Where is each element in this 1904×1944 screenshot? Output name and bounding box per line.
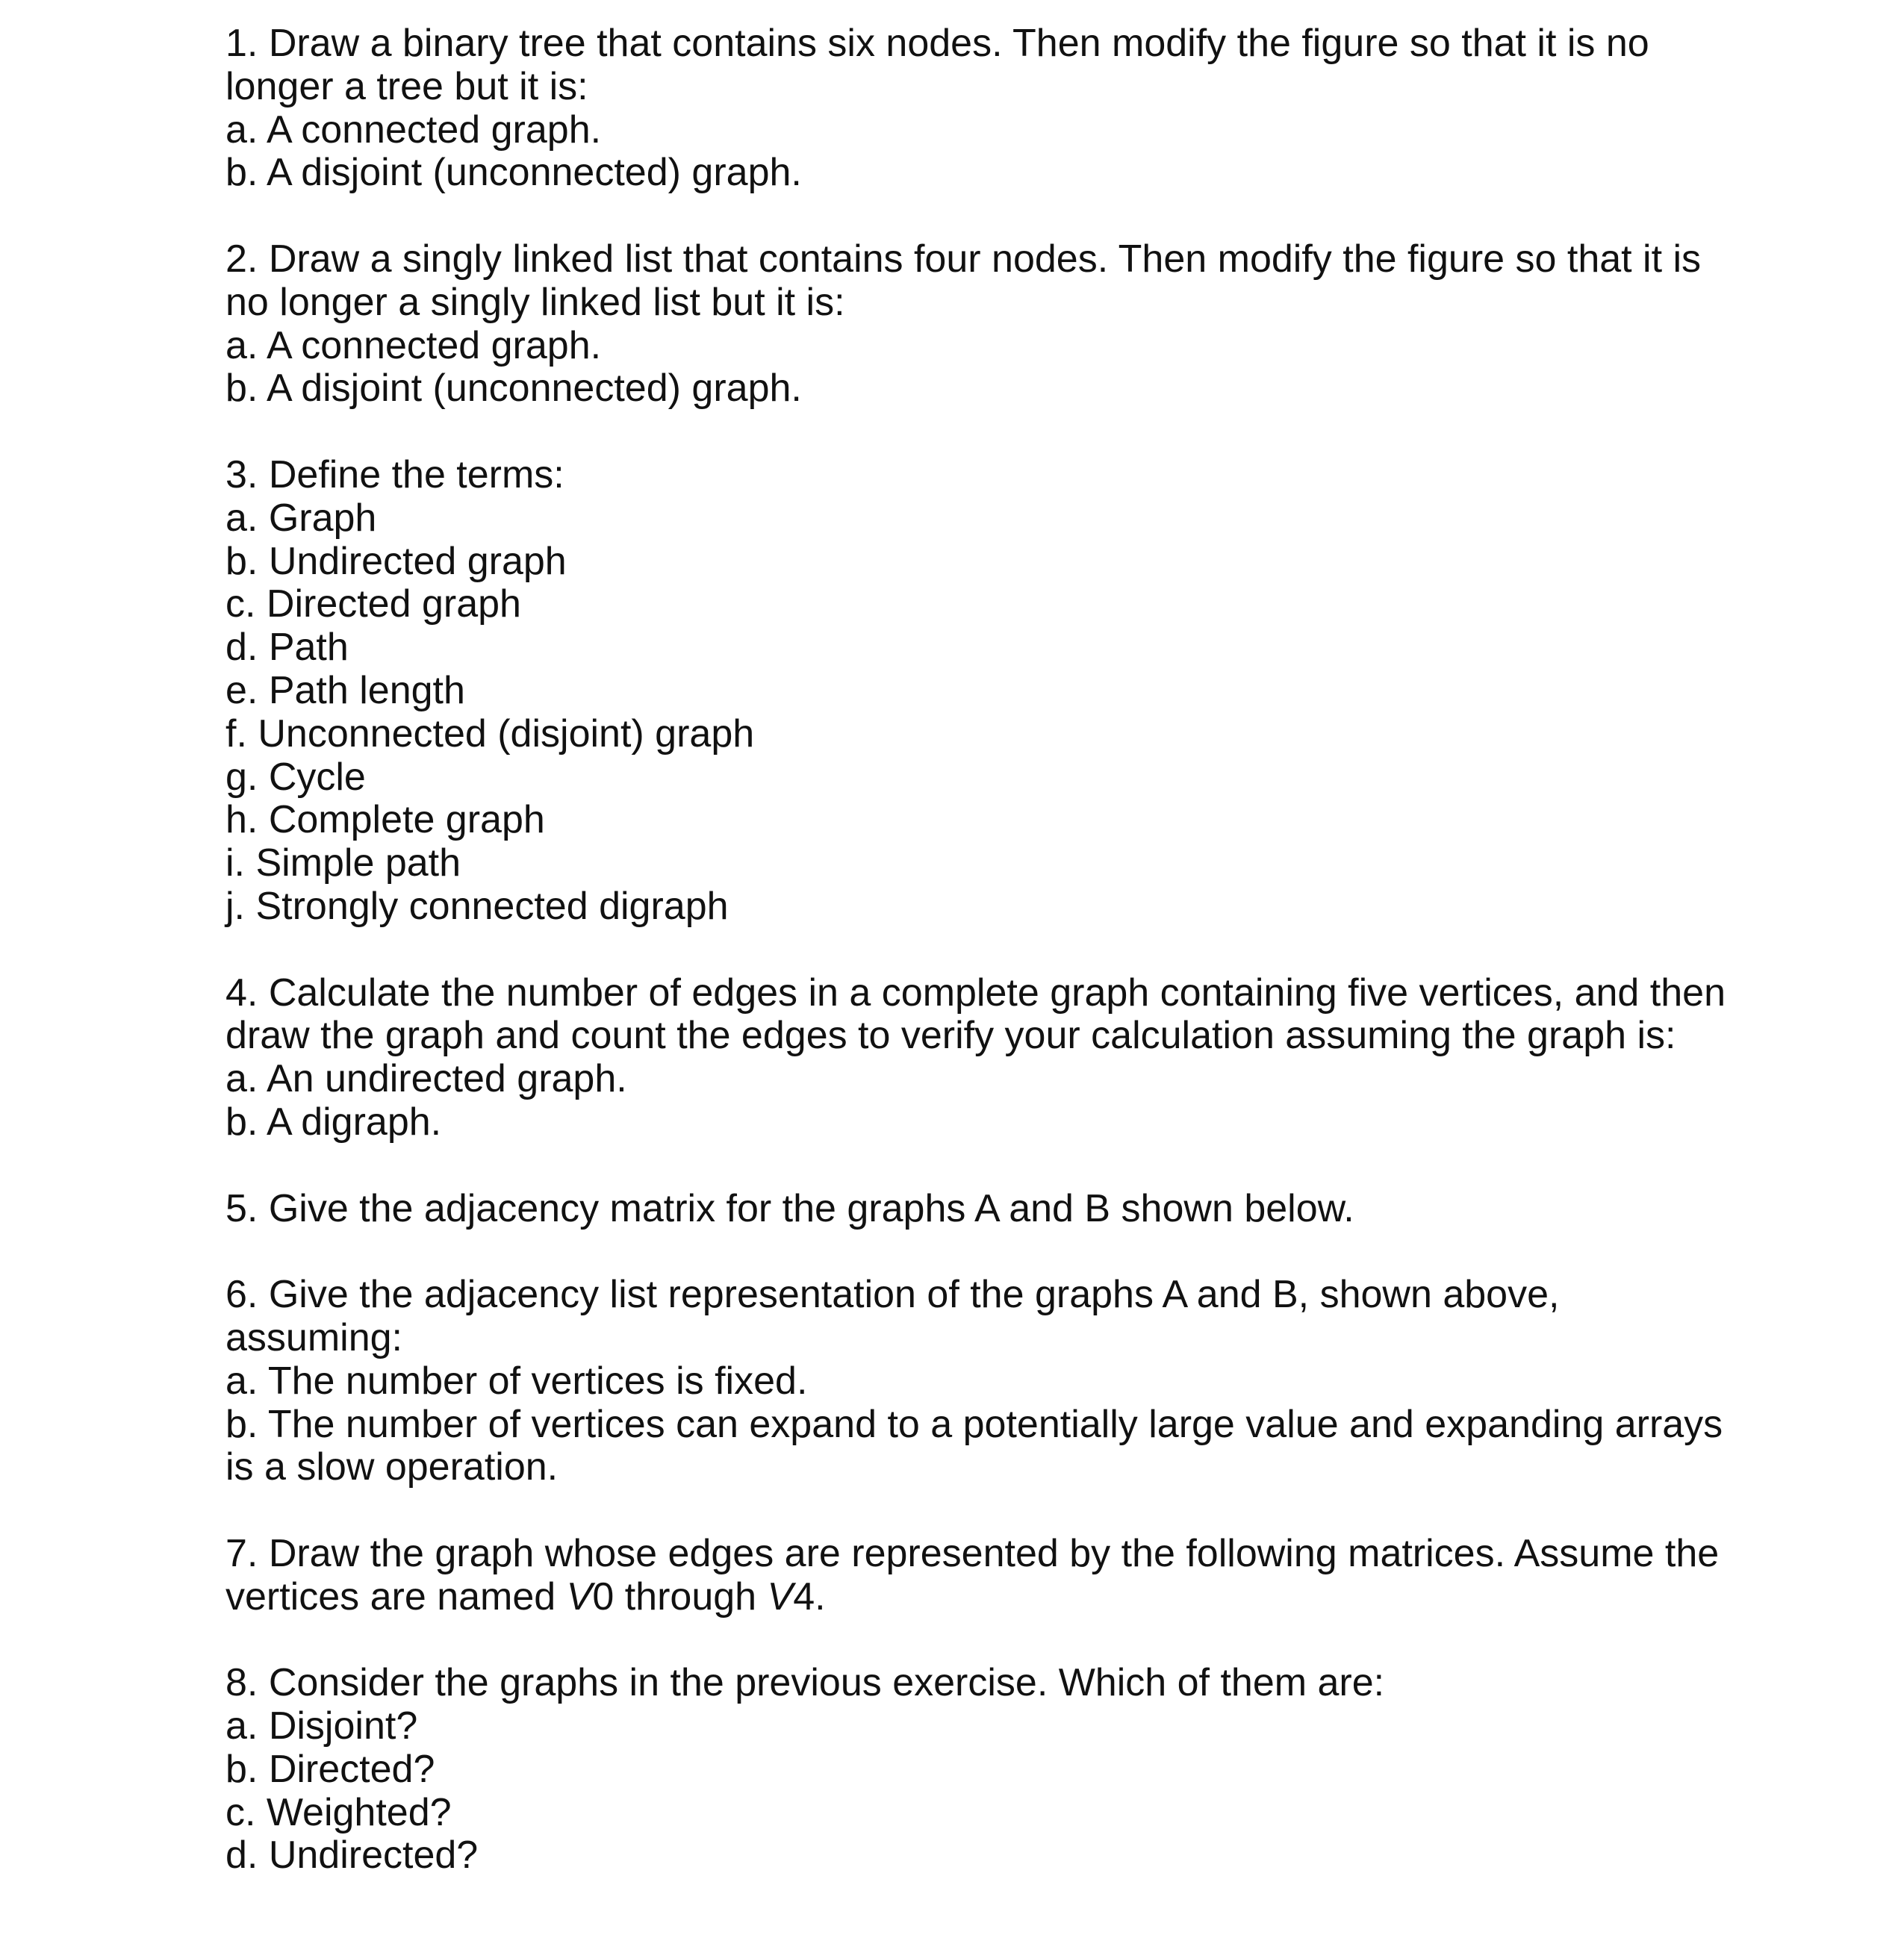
question-8-part-a: a. Disjoint?: [225, 1704, 418, 1748]
question-5-line-1: 5. Give the adjacency matrix for the graphs A and B shown below.: [225, 1186, 1354, 1230]
question-6-part-a: a. The number of vertices is fixed.: [225, 1359, 808, 1403]
question-3-term-d: d. Path: [225, 626, 349, 670]
question-7-line-1: 7. Draw the graph whose edges are represented by the following matrices. Assume the: [225, 1531, 1720, 1575]
question-8-part-d: d. Undirected?: [225, 1834, 479, 1878]
question-4: [225, 971, 1726, 1144]
question-2-part-a: a. A connected graph.: [225, 323, 602, 367]
question-3-prompt: 3. Define the terms:: [225, 452, 564, 496]
question-3-term-a: a. Graph: [225, 496, 377, 540]
question-8: [225, 1662, 1719, 1878]
question-3-term-e: e. Path length: [225, 668, 465, 712]
question-3-term-j: j. Strongly connected digraph: [225, 884, 729, 928]
question-3-term-f: f. Unconnected (disjoint) graph: [225, 711, 755, 756]
question-4-line-1: 4. Calculate the number of edges in a complete graph containing five vertices, and then: [225, 971, 1726, 1015]
question-3-term-g: g. Cycle: [225, 755, 366, 799]
question-2-part-b: b. A disjoint (unconnected) graph.: [225, 367, 802, 411]
question-1-part-b: b. A disjoint (unconnected) graph.: [225, 151, 802, 195]
question-2-line-2: no longer a singly linked list but it is:: [225, 280, 845, 324]
question-4-line-2: draw the graph and count the edges to verify your calculation assuming the graph is:: [225, 1014, 1676, 1058]
question-7-line-2-text-c: .: [815, 1574, 826, 1619]
question-8-line-1: 8. Consider the graphs in the previous exercise. Which of them are:: [225, 1661, 1385, 1705]
question-2-line-1: 2. Draw a singly linked list that contains four nodes. Then modify the figure so that it is: [225, 237, 1702, 281]
question-6: [225, 1273, 1723, 1489]
question-1-line-2: longer a tree but it is:: [225, 64, 588, 108]
vertex-v-label: V: [767, 1574, 794, 1619]
question-2: [225, 238, 1719, 411]
question-3-term-c: c. Directed graph: [225, 582, 521, 626]
question-4-part-a: a. An undirected graph.: [225, 1057, 627, 1101]
question-1-line-1: 1. Draw a binary tree that contains six nodes. Then modify the figure so that it is no: [225, 22, 1649, 65]
question-7-line-2-text-b: through: [614, 1574, 768, 1619]
question-7-line-2: [225, 1576, 1719, 1619]
exercise-list: [225, 22, 1726, 1921]
vertex-v-label: V: [566, 1574, 593, 1619]
question-3-term-h: h. Complete graph: [225, 798, 545, 842]
question-6-part-b-continued: is a slow operation.: [225, 1445, 559, 1489]
question-1: [225, 22, 1719, 195]
question-1-part-a: a. A connected graph.: [225, 108, 602, 152]
question-3: [225, 454, 1719, 929]
question-7: [225, 1533, 1719, 1619]
question-6-line-1: 6. Give the adjacency list representation of the graphs A and B, shown above,: [225, 1273, 1560, 1317]
question-4-part-b: b. A digraph.: [225, 1100, 442, 1144]
question-8-part-b: b. Directed?: [225, 1747, 435, 1791]
vertex-v0-number: 0: [592, 1574, 615, 1619]
question-3-term-i: i. Simple path: [225, 841, 461, 885]
question-3-term-b: b. Undirected graph: [225, 539, 567, 583]
question-6-part-b: b. The number of vertices can expand to a potentially large value and expanding arrays: [225, 1402, 1723, 1446]
question-6-line-2: assuming:: [225, 1315, 402, 1359]
question-7-line-2-text-a: vertices are named: [225, 1574, 567, 1619]
question-5: [225, 1188, 1719, 1231]
question-8-part-c: c. Weighted?: [225, 1790, 452, 1834]
vertex-v4-number: 4: [793, 1574, 815, 1619]
